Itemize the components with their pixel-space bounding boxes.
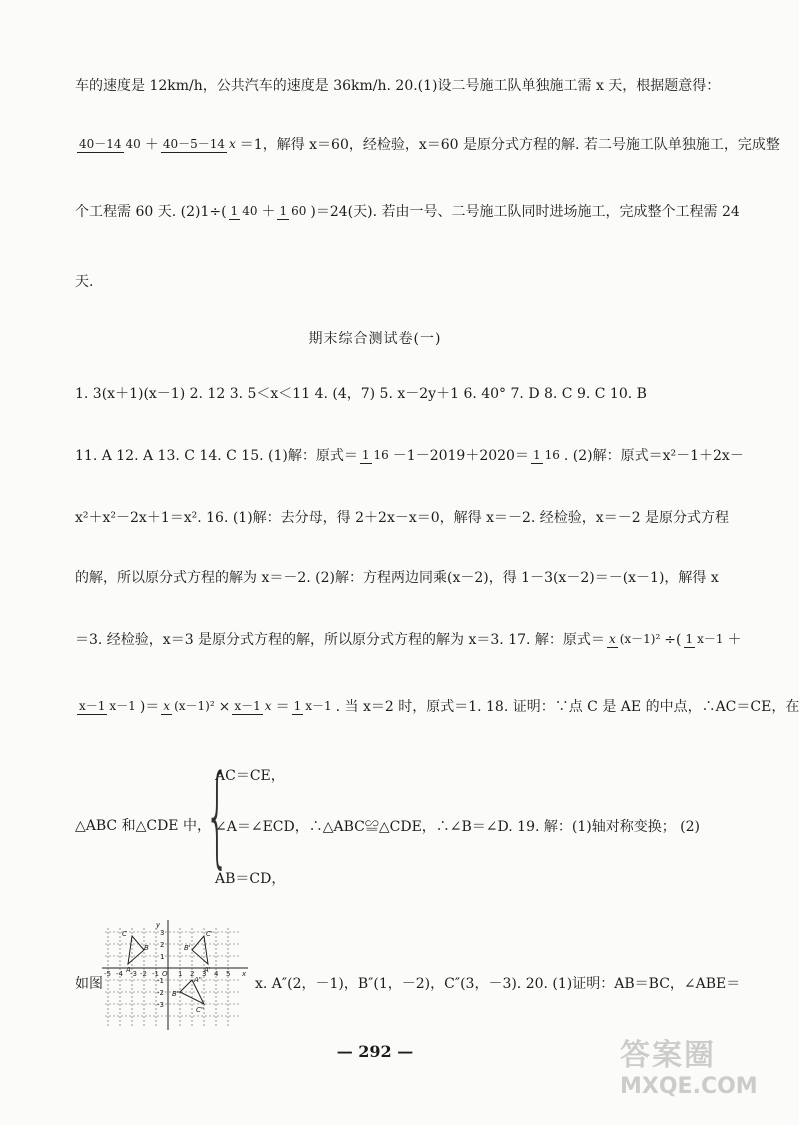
point-label: A' <box>204 966 211 974</box>
text-line-10 <box>75 697 799 717</box>
line-3-text-b: )＝24(天). 若由一号、二号施工队同时进场施工，完成整个工程需 24 <box>310 204 740 220</box>
text-line-3 <box>75 202 740 222</box>
y-tick: -2 <box>157 989 164 997</box>
line-9-text-a: ＝3. 经检验，x＝3 是原分式方程的解，所以原分式方程的解为 x＝3. 17. 解：原式＝ <box>75 632 605 648</box>
text-line-6 <box>75 446 744 466</box>
origin-label: O <box>162 970 168 978</box>
watermark-en: MXQE.COM <box>620 1074 758 1099</box>
y-tick: 3 <box>160 929 165 937</box>
system-row-2: ∠A＝∠ECD，∴△ABC≌△CDE，∴∠B＝∠D. 19. 解：(1)轴对称变换； (2) <box>215 819 700 835</box>
fraction <box>684 632 726 648</box>
system-row-1: AC＝CE， <box>215 768 285 784</box>
line-6-text-a: 11. A 12. A 13. C 14. C 15. (1)解：原式＝ <box>75 448 358 464</box>
line-1-text: 车的速度是 12km/h，公共汽车的速度是 36km/h. 20.(1)设二号施工队单独施工需 x 天，根据题意得： <box>75 78 721 94</box>
denominator: (x－1)² <box>619 632 661 646</box>
x-tick: -4 <box>116 970 123 978</box>
denominator: x－1 <box>305 699 332 713</box>
text-line-2 <box>75 135 780 155</box>
left-brace: { <box>205 751 230 879</box>
line-10-text-a: )＝ <box>139 699 160 715</box>
triangle-abc <box>128 936 144 964</box>
x-tick: 5 <box>226 970 231 978</box>
line-9-text-c: ＋ <box>727 632 742 648</box>
text-line-7 <box>75 508 729 528</box>
numerator: 40－5－14 <box>162 137 226 151</box>
numerator: 1 <box>532 448 541 462</box>
x-tick: 2 <box>190 970 195 978</box>
x-tick: -1 <box>152 970 159 978</box>
numerator: 40－14 <box>79 137 122 151</box>
point-label: A <box>126 966 131 974</box>
text-line-12-b <box>255 974 740 994</box>
watermark-cn: 答案圈 <box>620 1038 716 1073</box>
point-label: B' <box>184 944 191 952</box>
denominator: x－1 <box>697 632 724 646</box>
fraction <box>607 632 662 648</box>
point-label: B" <box>172 990 181 998</box>
fraction <box>232 699 273 715</box>
fraction <box>161 699 216 715</box>
plus-sign: ＋ <box>144 137 159 153</box>
numerator: 1 <box>361 448 370 462</box>
x-tick: -5 <box>104 970 111 978</box>
fraction <box>229 204 260 220</box>
fraction <box>360 448 391 464</box>
line-2-text: ＝1，解得 x＝60，经检验，x＝60 是原分式方程的解. 若二号施工队单独施工，完成整 <box>239 137 780 153</box>
line-6-text-b: －1－2019＋2020＝ <box>392 448 529 464</box>
text-line-11 <box>75 816 211 836</box>
numerator: x－1 <box>79 699 106 713</box>
axis-x-label: x <box>242 970 247 978</box>
y-tick: 2 <box>160 941 165 949</box>
numerator: x－1 <box>234 699 261 713</box>
point-label: A" <box>194 976 203 984</box>
point-label: B <box>144 944 149 952</box>
x-tick: -3 <box>130 970 137 978</box>
fraction <box>161 137 238 153</box>
text-line-8 <box>75 568 719 588</box>
numerator: 1 <box>685 632 694 646</box>
fraction <box>292 699 334 715</box>
fraction <box>77 699 138 715</box>
line-8-text: 的解，所以原分式方程的解为 x＝－2. (2)解：方程两边同乘(x－2)，得 1－3(x－2)＝－(x－1)，解得 x <box>75 570 719 586</box>
text-line-9 <box>75 630 742 650</box>
line-9-text-b: ÷( <box>664 632 682 648</box>
numerator: 1 <box>230 204 239 218</box>
x-tick: 4 <box>214 970 219 978</box>
coordinate-grid-figure <box>100 918 250 1030</box>
line-10-text-d: . 当 x＝2 时，原式＝1. 18. 证明：∵点 C 是 AE 的中点，∴AC＝CE，在 <box>335 699 799 715</box>
numerator: x <box>608 632 616 646</box>
x-tick: 1 <box>178 970 183 978</box>
denominator: x <box>264 699 272 713</box>
denominator: 16 <box>373 448 389 462</box>
watermark-logo <box>620 1030 758 1099</box>
denominator: 40 <box>242 204 258 218</box>
line-7-text: x²＋x²－2x＋1＝x². 16. (1)解：去分母，得 2＋2x－x＝0，解得 x＝－2. 经检验，x＝－2 是原分式方程 <box>75 510 730 526</box>
denominator: 16 <box>544 448 560 462</box>
section-title: 期末综合测试卷(一) <box>308 331 442 347</box>
numerator: x <box>163 699 171 713</box>
triangle-a-prime <box>192 936 208 964</box>
text-line-1 <box>75 76 720 96</box>
point-label: C' <box>206 930 213 938</box>
line-4-text: 天. <box>75 274 94 290</box>
line-10-text-b: × <box>218 699 231 715</box>
text-line-5 <box>75 384 647 404</box>
plus-sign: ＋ <box>261 204 276 220</box>
grid-lines <box>105 928 240 1026</box>
denominator: 60 <box>291 204 307 218</box>
numerator: 1 <box>293 699 302 713</box>
line-10-text-c: ＝ <box>275 699 290 715</box>
text-line-12-a <box>75 974 103 994</box>
y-tick: -1 <box>157 977 164 985</box>
denominator: x <box>229 137 236 151</box>
line-11-text: △ABC 和△CDE 中， <box>75 818 211 834</box>
y-tick: 1 <box>160 953 165 961</box>
fraction <box>77 137 143 153</box>
point-label: C <box>122 930 127 938</box>
line-12-text-a: 如图 <box>75 976 103 992</box>
denominator: x－1 <box>109 699 136 713</box>
denominator: (x－1)² <box>174 699 215 713</box>
numerator: 1 <box>279 204 288 218</box>
denominator: 40 <box>125 137 141 151</box>
y-tick: -3 <box>157 1001 164 1009</box>
line-12-text-b: x. A″(2，－1)，B″(1，－2)，C″(3，－3). 20. (1)证明：AB＝BC，∠ABE＝ <box>255 976 741 992</box>
line-5-text: 1. 3(x＋1)(x－1) 2. 12 3. 5＜x＜11 4. (4，7) 5. x－2y＋1 6. 40° 7. D 8. C 9. C 10. B <box>75 386 647 402</box>
line-3-text-a: 个工程需 60 天. (2)1÷( <box>75 204 227 220</box>
point-label: C" <box>196 1006 205 1014</box>
x-tick: 3 <box>202 970 207 978</box>
page-number: — 292 — <box>336 1042 414 1061</box>
x-tick: -2 <box>140 970 147 978</box>
system-row-3: AB＝CD， <box>215 871 286 887</box>
text-line-4 <box>75 272 93 292</box>
fraction <box>531 448 562 464</box>
axis-y-label: y <box>156 921 161 929</box>
line-6-text-c: . (2)解：原式＝x²－1＋2x－ <box>563 448 744 464</box>
fraction <box>277 204 308 220</box>
